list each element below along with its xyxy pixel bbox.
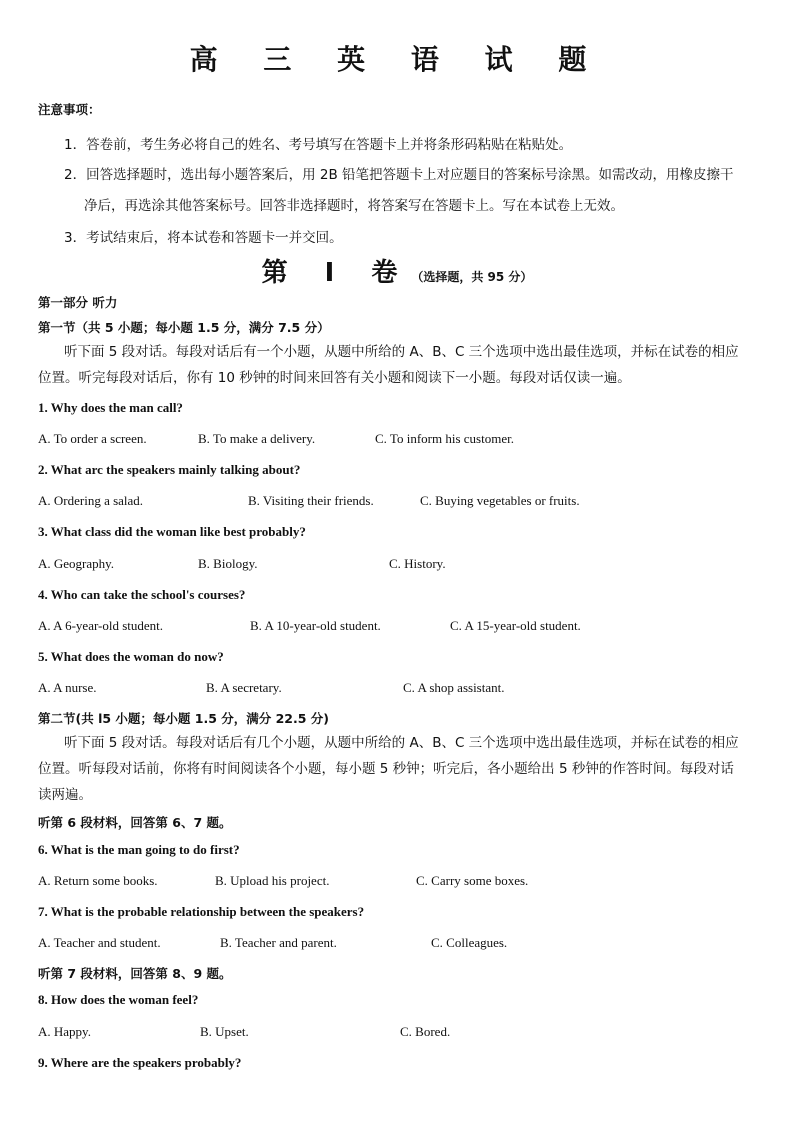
q8-option-b: B. Upset. <box>200 1024 249 1039</box>
q4-option-c: C. A 15-year-old student. <box>450 618 581 633</box>
material-7-heading: 听第 7 段材料，回答第 8、9 题。 <box>38 966 232 981</box>
note-item-3: 3．考试结束后，将本试卷和答题卡一并交回。 <box>64 230 343 246</box>
page-title: 高 三 英 语 试 题 <box>189 43 605 76</box>
q3-option-c: C. History. <box>389 556 446 571</box>
volume-title: 第 I 卷 <box>261 258 412 288</box>
q4-option-b: B. A 10-year-old student. <box>250 618 381 633</box>
part-heading: 第一部分 听力 <box>38 295 118 310</box>
q8-option-a: A. Happy. <box>38 1024 91 1039</box>
q4-option-a: A. A 6-year-old student. <box>38 618 164 633</box>
section2-instruction-line3: 读两遍。 <box>38 787 92 803</box>
q2-option-a: A. Ordering a salad. <box>38 493 144 508</box>
q7-option-c: C. Colleagues. <box>431 935 508 950</box>
question-3: 3. What class did the woman like best probably? <box>38 524 306 539</box>
q7-option-b: B. Teacher and parent. <box>220 935 337 950</box>
question-8: 8. How does the woman feel? <box>38 992 199 1007</box>
q1-option-b: B. To make a delivery. <box>198 431 316 446</box>
q1-option-a: A. To order a screen. <box>38 431 147 446</box>
q6-option-c: C. Carry some boxes. <box>416 873 529 888</box>
question-5: 5. What does the woman do now? <box>38 649 224 664</box>
section2-instruction-line1: 听下面 5 段对话。每段对话后有几个小题，从题中所给的 A、B、C 三个选项中选出最佳选项，并标在试卷的相应 <box>64 735 739 751</box>
q6-option-a: A. Return some books. <box>38 873 158 888</box>
q5-option-c: C. A shop assistant. <box>403 680 505 695</box>
note-item-2-continued: 净后，再选涂其他答案标号。回答非选择题时，将答案写在答题卡上。写在本试卷上无效。 <box>84 198 624 214</box>
question-9: 9. Where are the speakers probably? <box>38 1055 242 1070</box>
section1-instruction-line2: 位置。听完每段对话后，你有 10 秒钟的时间来回答有关小题和阅读下一小题。每段对话仅读一遍。 <box>38 370 631 386</box>
notes-heading: 注意事项： <box>38 102 101 117</box>
note-item-2: 2．回答选择题时，选出每小题答案后，用 2B 铅笔把答题卡上对应题目的答案标号涂黑。如需改动，用橡皮擦干 <box>64 167 734 183</box>
volume-heading <box>0 252 794 289</box>
section2-heading: 第二节(共 l5 小题；每小题 1.5 分，满分 22.5 分) <box>38 711 330 726</box>
q2-option-b: B. Visiting their friends. <box>248 493 374 508</box>
volume-subtitle: （选择题，共 95 分） <box>411 270 533 284</box>
section1-heading: 第一节（共 5 小题；每小题 1.5 分，满分 7.5 分） <box>38 320 330 335</box>
q1-option-c: C. To inform his customer. <box>375 431 514 446</box>
section2-instruction-line2: 位置。听每段对话前，你将有时间阅读各个小题，每小题 5 秒钟；听完后，各小题给出 5 秒钟的作答时间。每段对话 <box>38 761 734 777</box>
q3-option-b: B. Biology. <box>198 556 258 571</box>
q2-option-c: C. Buying vegetables or fruits. <box>420 493 580 508</box>
q5-option-a: A. A nurse. <box>38 680 97 695</box>
q6-option-b: B. Upload his project. <box>215 873 330 888</box>
q8-option-c: C. Bored. <box>400 1024 451 1039</box>
note-item-1: 1．答卷前，考生务必将自己的姓名、考号填写在答题卡上并将条形码粘贴在粘贴处。 <box>64 137 573 153</box>
question-4: 4. Who can take the school's courses? <box>38 587 246 602</box>
material-6-heading: 听第 6 段材料，回答第 6、7 题。 <box>38 815 232 830</box>
q5-option-b: B. A secretary. <box>206 680 282 695</box>
q3-option-a: A. Geography. <box>38 556 115 571</box>
q7-option-a: A. Teacher and student. <box>38 935 161 950</box>
question-1: 1. Why does the man call? <box>38 400 183 415</box>
section1-instruction-line1: 听下面 5 段对话。每段对话后有一个小题，从题中所给的 A、B、C 三个选项中选出最佳选项，并标在试卷的相应 <box>64 344 739 360</box>
question-2: 2. What arc the speakers mainly talking about? <box>38 462 301 477</box>
question-7: 7. What is the probable relationship between the speakers? <box>38 904 365 919</box>
question-6: 6. What is the man going to do first? <box>38 842 240 857</box>
